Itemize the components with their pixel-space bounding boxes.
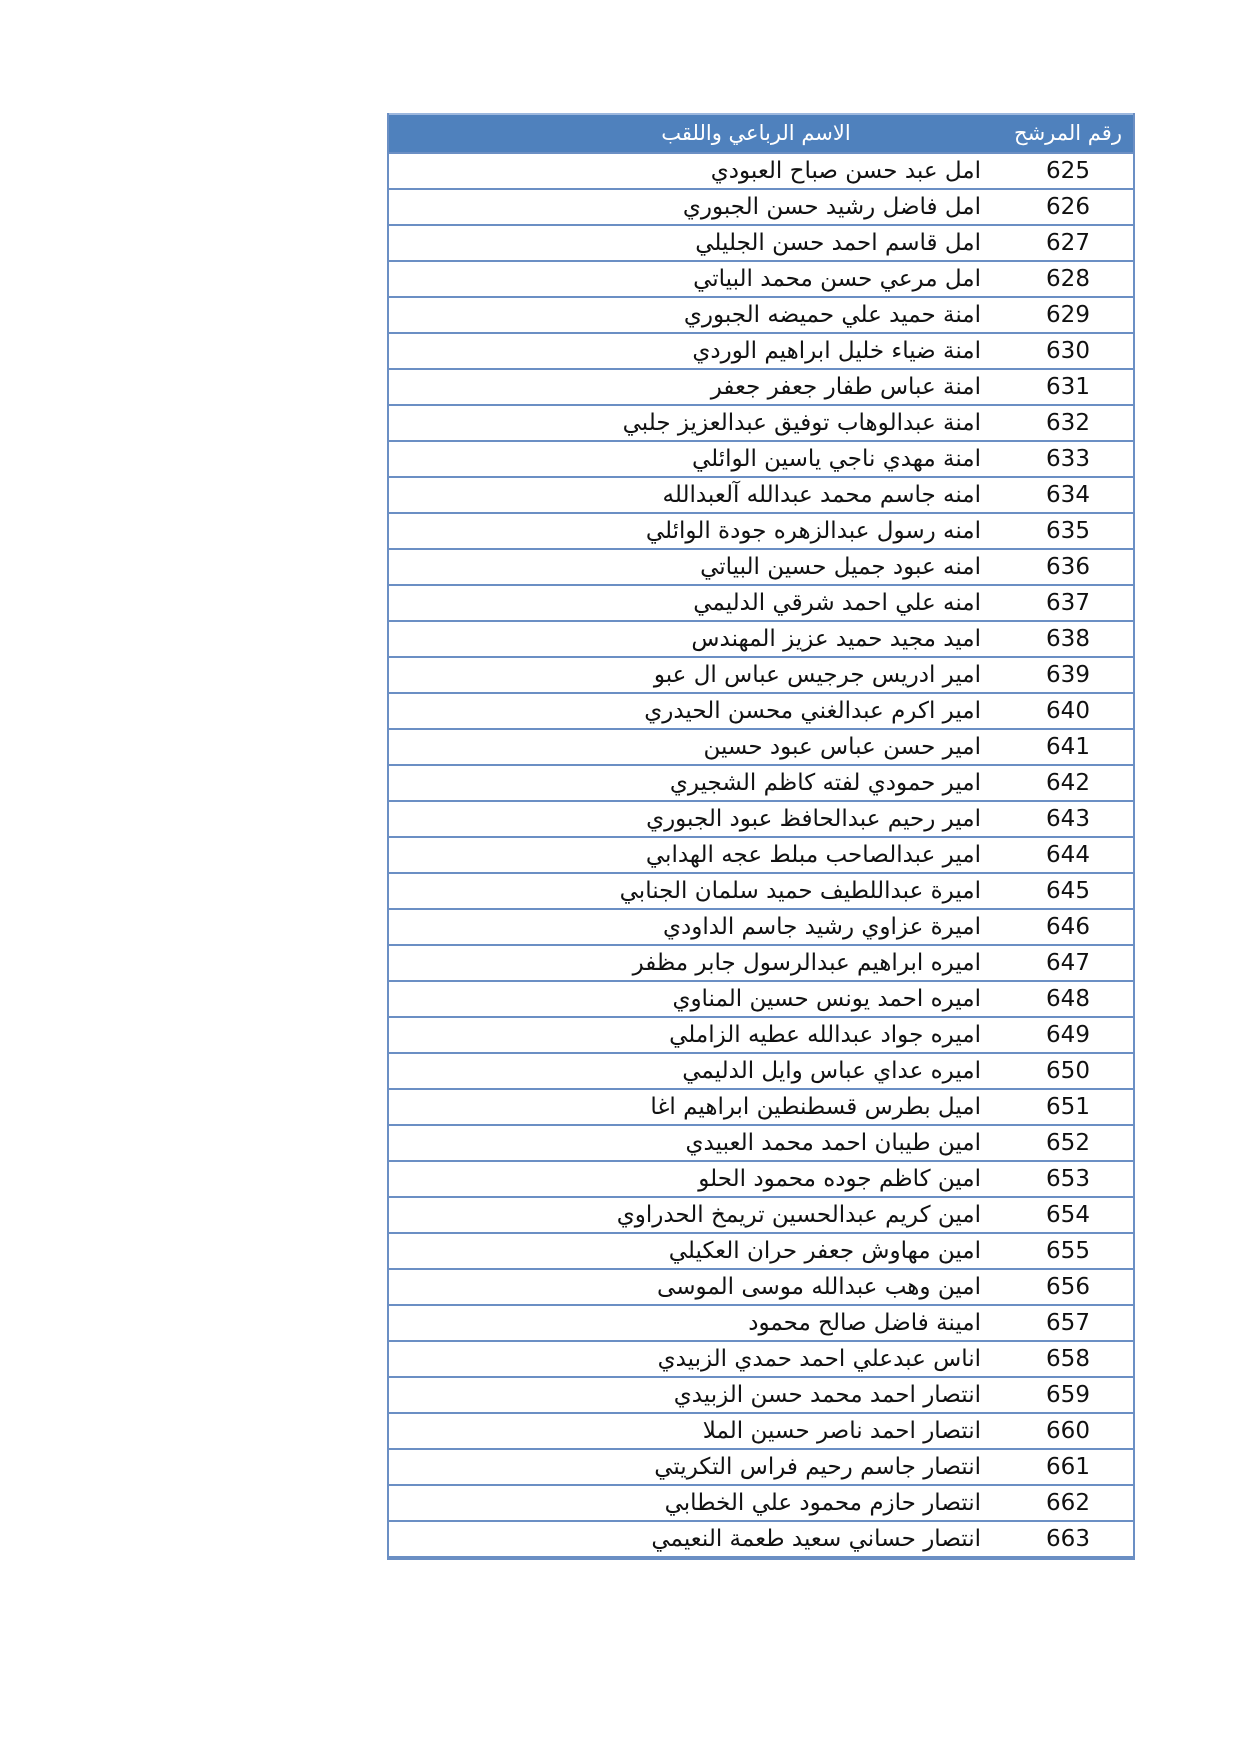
candidate-name-cell: امل مرعي حسن محمد البياتي [693,266,981,292]
candidate-number-cell [1003,1378,1133,1412]
candidate-name-cell: امينة فاضل صالح محمود [748,1310,981,1336]
table-row [389,406,1133,442]
candidate-number-cell [1003,802,1133,836]
candidate-number: 654 [1046,1202,1090,1228]
candidate-name-cell: امل قاسم احمد حسن الجليلي [695,230,981,256]
table-row [389,550,1133,586]
candidate-number-cell [1003,298,1133,332]
candidate-number-cell [1003,262,1133,296]
candidate-name-cell: امير رحيم عبدالحافظ عبود الجبوري [646,806,981,832]
candidate-name-cell: انتصار احمد محمد حسن الزبيدي [673,1382,981,1408]
table-row [389,658,1133,694]
table-row [389,586,1133,622]
candidate-number: 661 [1046,1454,1090,1480]
candidate-number-cell [1003,622,1133,656]
candidate-name-cell: امل فاضل رشيد حسن الجبوري [682,194,981,220]
candidate-number-cell [1003,154,1133,188]
candidate-number: 639 [1046,662,1090,688]
candidate-number: 628 [1046,266,1090,292]
candidate-name-cell: امنة عباس طفار جعفر جعفر [710,374,981,400]
candidate-number: 653 [1046,1166,1090,1192]
table-row [389,298,1133,334]
table-row [389,838,1133,874]
header-candidate-number: رقم المرشح [1014,121,1122,145]
candidate-number: 640 [1046,698,1090,724]
candidate-number: 663 [1046,1526,1090,1552]
table-row [389,1054,1133,1090]
candidate-name-cell: اميره جواد عبدالله عطيه الزاملي [669,1022,981,1048]
table-row [389,478,1133,514]
candidate-number: 662 [1046,1490,1090,1516]
candidate-number: 652 [1046,1130,1090,1156]
candidate-number-cell [1003,334,1133,368]
candidate-number: 627 [1046,230,1090,256]
candidate-number-cell [1003,1198,1133,1232]
table-row [389,1018,1133,1054]
table-row [389,1234,1133,1270]
candidates-table [387,113,1135,1560]
table-row [389,946,1133,982]
candidate-name-cell: امنه عبود جميل حسين البياتي [700,554,981,580]
table-row [389,694,1133,730]
candidate-number: 625 [1046,158,1090,184]
candidate-name-cell: امنه علي احمد شرقي الدليمي [693,590,981,616]
candidate-number-cell [1003,1018,1133,1052]
candidate-number-cell [1003,1342,1133,1376]
candidate-number: 648 [1046,986,1090,1012]
candidate-name-cell: اميرة عزاوي رشيد جاسم الداودي [663,914,981,940]
candidate-number: 637 [1046,590,1090,616]
table-header [389,113,1133,154]
table-row [389,1162,1133,1198]
candidate-name-cell: امير اكرم عبدالغني محسن الحيدري [644,698,981,724]
candidate-name-cell: اميد مجيد حميد عزيز المهندس [691,626,981,652]
candidate-name-cell: انتصار حساني سعيد طعمة النعيمي [651,1526,981,1552]
candidate-number-cell [1003,1234,1133,1268]
table-row [389,262,1133,298]
table-row [389,1378,1133,1414]
candidate-name-cell: امير ادريس جرجيس عباس ال عبو [653,662,981,688]
candidate-number-cell [1003,838,1133,872]
candidate-number: 635 [1046,518,1090,544]
table-row [389,370,1133,406]
candidate-name-cell: امين طيبان احمد محمد العبيدي [685,1130,981,1156]
candidate-number-cell [1003,550,1133,584]
candidate-name-cell: امير حسن عباس عبود حسين [703,734,981,760]
candidate-number-cell [1003,406,1133,440]
candidate-name-cell: اميره عداي عباس وايل الدليمي [682,1058,981,1084]
candidate-name-cell: امير حمودي لفته كاظم الشجيري [669,770,981,796]
table-row [389,1270,1133,1306]
candidate-number-cell [1003,190,1133,224]
table-row [389,1342,1133,1378]
candidate-number: 650 [1046,1058,1090,1084]
candidate-number: 630 [1046,338,1090,364]
candidate-name-cell: انتصار احمد ناصر حسين الملا [702,1418,981,1444]
candidate-name-cell: امنه جاسم محمد عبدالله آلعبدالله [662,482,981,508]
candidate-number: 656 [1046,1274,1090,1300]
table-row [389,622,1133,658]
table-row [389,802,1133,838]
candidate-number: 642 [1046,770,1090,796]
candidate-name-cell: امين مهاوش جعفر حران العكيلي [668,1238,981,1264]
candidate-number-cell [1003,514,1133,548]
candidate-number: 636 [1046,554,1090,580]
table-row [389,226,1133,262]
candidate-number-cell [1003,1054,1133,1088]
candidate-number: 631 [1046,374,1090,400]
table-row [389,874,1133,910]
candidate-number: 644 [1046,842,1090,868]
candidate-name-cell: اميرة عبداللطيف حميد سلمان الجنابي [619,878,981,904]
candidate-number-cell [1003,1090,1133,1124]
candidate-number: 651 [1046,1094,1090,1120]
candidate-number-cell [1003,694,1133,728]
table-row [389,1126,1133,1162]
candidate-number: 626 [1046,194,1090,220]
candidate-name-cell: امين كاظم جوده محمود الحلو [698,1166,981,1192]
candidate-name-cell: امنة حميد علي حميضه الجبوري [683,302,981,328]
table-row [389,514,1133,550]
candidate-number-cell [1003,1270,1133,1304]
candidate-number-cell [1003,730,1133,764]
table-row [389,910,1133,946]
candidate-number: 646 [1046,914,1090,940]
table-body [389,154,1133,1558]
candidate-number-cell [1003,442,1133,476]
candidate-name-cell: اناس عبدعلي احمد حمدي الزبيدي [657,1346,981,1372]
candidate-name-cell: امين كريم عبدالحسين تريمخ الحدراوي [616,1202,981,1228]
candidate-number: 647 [1046,950,1090,976]
candidate-number: 649 [1046,1022,1090,1048]
candidate-number-cell [1003,766,1133,800]
table-row [389,334,1133,370]
table-row [389,766,1133,802]
table-row [389,442,1133,478]
candidate-name-cell: امنة مهدي ناجي ياسين الوائلي [691,446,981,472]
candidate-number-cell [1003,1414,1133,1448]
table-row [389,1414,1133,1450]
candidate-number-cell [1003,1486,1133,1520]
candidate-name-cell: امير عبدالصاحب مبلط عجه الهدابي [645,842,981,868]
candidate-number: 643 [1046,806,1090,832]
candidate-name-cell: امنة ضياء خليل ابراهيم الوردي [692,338,981,364]
candidate-name-cell: امنة عبدالوهاب توفيق عبدالعزيز جلبي [622,410,981,436]
candidate-number: 633 [1046,446,1090,472]
candidate-number-cell [1003,1306,1133,1340]
table-row [389,1090,1133,1126]
table-row [389,1486,1133,1522]
candidate-number-cell [1003,910,1133,944]
candidate-number-cell [1003,1522,1133,1556]
table-row [389,730,1133,766]
candidate-number: 632 [1046,410,1090,436]
candidate-number-cell [1003,370,1133,404]
candidate-number: 645 [1046,878,1090,904]
candidate-number-cell [1003,226,1133,260]
candidate-number-cell [1003,1162,1133,1196]
candidate-number-cell [1003,586,1133,620]
table-row [389,190,1133,226]
candidate-number: 629 [1046,302,1090,328]
candidate-name-cell: امل عبد حسن صباح العبودي [710,158,981,184]
table-row [389,154,1133,190]
table-row [389,1522,1133,1558]
candidate-number: 655 [1046,1238,1090,1264]
header-full-name: الاسم الرباعي واللقب [661,121,851,145]
candidate-number-cell [1003,478,1133,512]
candidate-number: 658 [1046,1346,1090,1372]
candidate-number: 638 [1046,626,1090,652]
candidate-number: 634 [1046,482,1090,508]
candidate-name-cell: اميل بطرس قسطنطين ابراهيم اغا [650,1094,981,1120]
table-row [389,1450,1133,1486]
candidate-name-cell: امنه رسول عبدالزهره جودة الوائلي [645,518,981,544]
candidate-number: 641 [1046,734,1090,760]
candidate-number-cell [1003,874,1133,908]
table-row [389,982,1133,1018]
candidate-number-cell [1003,946,1133,980]
candidate-number: 659 [1046,1382,1090,1408]
table-row [389,1306,1133,1342]
candidate-name-cell: انتصار حازم محمود علي الخطابي [664,1490,981,1516]
candidate-number-cell [1003,1126,1133,1160]
candidate-name-cell: اميره احمد يونس حسين المناوي [672,986,981,1012]
candidate-number-cell [1003,658,1133,692]
candidate-name-cell: امين وهب عبدالله موسى الموسى [657,1274,981,1300]
table-row [389,1198,1133,1234]
candidate-number: 657 [1046,1310,1090,1336]
candidate-number-cell [1003,1450,1133,1484]
candidate-name-cell: انتصار جاسم رحيم فراس التكريتي [654,1454,981,1480]
candidate-number: 660 [1046,1418,1090,1444]
candidate-number-cell [1003,982,1133,1016]
candidate-name-cell: اميره ابراهيم عبدالرسول جابر مظفر [632,950,981,976]
